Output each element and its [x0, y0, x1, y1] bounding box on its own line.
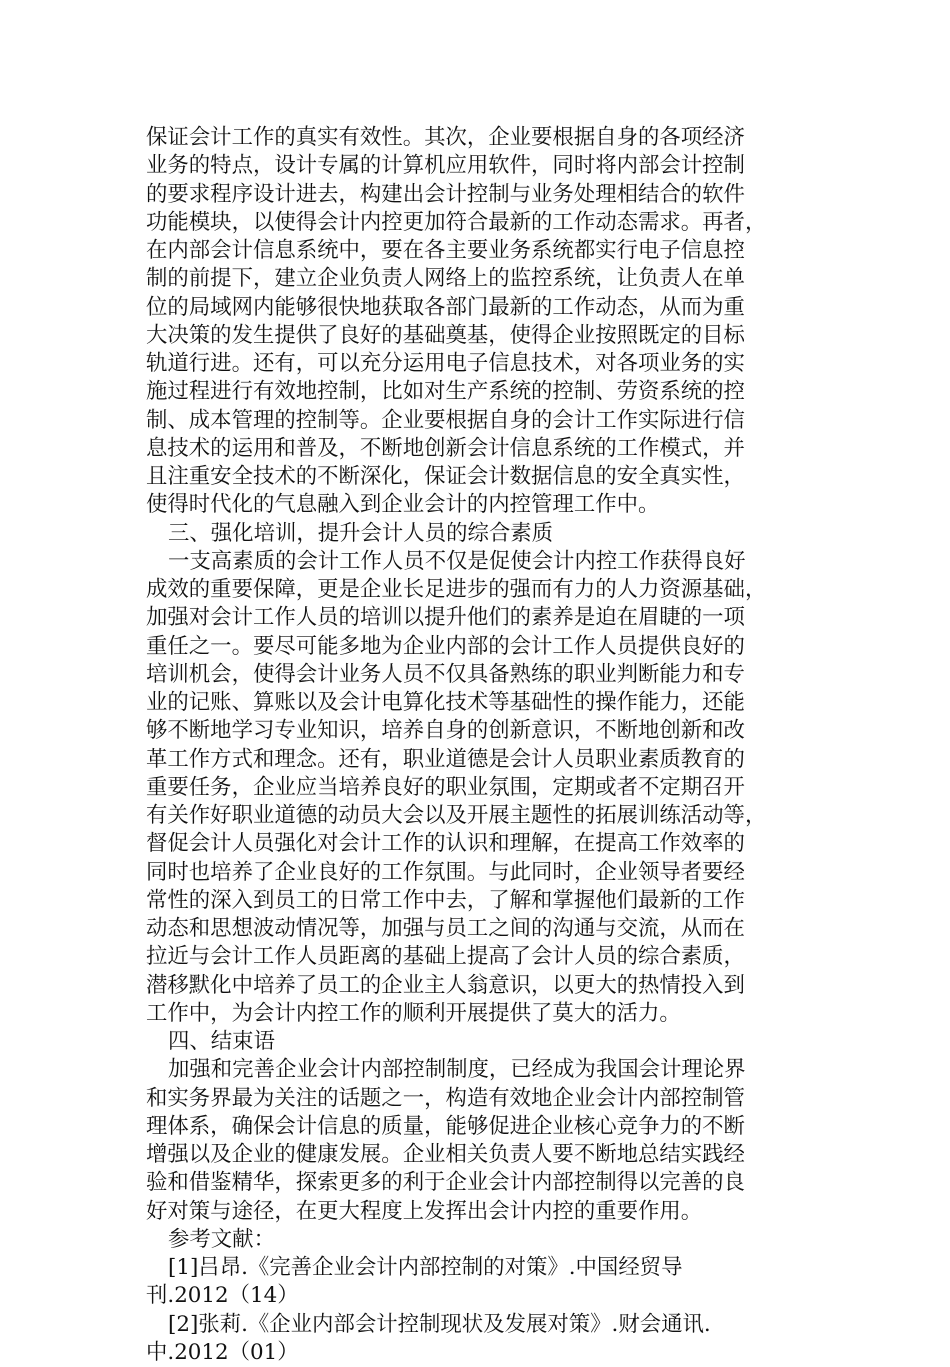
reference-item-continuation: 刊.2012（14）	[146, 1283, 299, 1309]
text-line: 潜移默化中培养了员工的企业主人翁意识，以更大的热情投入到	[146, 972, 745, 998]
paragraph-training	[146, 548, 806, 1028]
text-line: 重任之一。要尽可能多地为企业内部的会计工作人员提供良好的	[146, 633, 745, 659]
text-line: 轨道行进。还有，可以充分运用电子信息技术，对各项业务的实	[146, 351, 745, 376]
section-heading-training: 三、强化培训，提升会计人员的综合素质	[168, 520, 554, 546]
text-line: 理体系，确保会计信息的质量，能够促进企业核心竞争力的不断	[146, 1113, 745, 1139]
text-line: 和实务界最为关注的话题之一，构造有效地企业会计内部控制管	[146, 1085, 745, 1111]
text-line: 增强以及企业的健康发展。企业相关负责人要不断地总结实践经	[146, 1142, 745, 1167]
text-line: 一支高素质的会计工作人员不仅是促使会计内控工作获得良好	[168, 548, 746, 574]
text-line: 施过程进行有效地控制，比如对生产系统的控制、劳资系统的控	[146, 379, 745, 405]
text-line: 验和借鉴精华，探索更多的利于企业会计内部控制得以完善的良	[146, 1170, 745, 1196]
text-line: 加强对会计工作人员的培训以提升他们的素养是迫在眉睫的一项	[146, 605, 745, 631]
text-line: 成效的重要保障，更是企业长足进步的强而有力的人力资源基础，	[146, 577, 767, 602]
text-line: 重要任务，企业应当培养良好的职业氛围，定期或者不定期召开	[146, 774, 745, 800]
references-heading: 参考文献：	[168, 1226, 275, 1252]
text-line: 同时也培养了企业良好的工作氛围。与此同时，企业领导者要经	[146, 859, 745, 885]
text-line: 加强和完善企业会计内部控制制度，已经成为我国会计理论界	[168, 1057, 746, 1083]
paragraph-continuation	[146, 124, 806, 520]
text-line: 培训机会，使得会计业务人员不仅具备熟练的职业判断能力和专	[146, 661, 745, 687]
text-line: 动态和思想波动情况等，加强与员工之间的沟通与交流，从而在	[146, 916, 745, 941]
text-line: 在内部会计信息系统中，要在各主要业务系统都实行电子信息控	[146, 238, 745, 263]
text-line: 够不断地学习专业知识，培养自身的创新意识，不断地创新和改	[146, 718, 745, 744]
text-line: 功能模块，以使得会计内控更加符合最新的工作动态需求。再者，	[146, 209, 767, 235]
text-line: 业的记账、算账以及会计电算化技术等基础性的操作能力，还能	[146, 690, 745, 715]
text-line: 制、成本管理的控制等。企业要根据自身的会计工作实际进行信	[146, 407, 745, 433]
text-line: 有关作好职业道德的动员大会以及开展主题性的拓展训练活动等，	[146, 803, 767, 828]
reference-item-continuation: 中.2012（01）	[146, 1339, 299, 1365]
text-line: 革工作方式和理念。还有，职业道德是会计人员职业素质教育的	[146, 746, 745, 772]
document-body	[146, 124, 806, 1367]
text-line: 的要求程序设计进去，构建出会计控制与业务处理相结合的软件	[146, 181, 745, 207]
text-line: 使得时代化的气息融入到企业会计的内控管理工作中。	[146, 492, 660, 518]
paragraph-conclusion	[146, 1056, 806, 1226]
text-line: 督促会计人员强化对会计工作的认识和理解，在提高工作效率的	[146, 831, 745, 857]
reference-item: [1]吕昂.《完善企业会计内部控制的对策》.中国经贸导	[168, 1255, 683, 1280]
text-line: 好对策与途径，在更大程度上发挥出会计内控的重要作用。	[146, 1198, 703, 1224]
text-line: 息技术的运用和普及，不断地创新会计信息系统的工作模式，并	[146, 435, 745, 461]
text-line: 保证会计工作的真实有效性。其次，企业要根据自身的各项经济	[146, 125, 745, 150]
text-line: 业务的特点，设计专属的计算机应用软件，同时将内部会计控制	[146, 153, 745, 179]
text-line: 常性的深入到员工的日常工作中去，了解和掌握他们最新的工作	[146, 887, 745, 913]
section-heading-conclusion: 四、结束语	[168, 1029, 275, 1054]
reference-list	[146, 1254, 806, 1367]
text-line: 大决策的发生提供了良好的基础奠基，使得企业按照既定的目标	[146, 322, 745, 348]
text-line: 位的局域网内能够很快地获取各部门最新的工作动态，从而为重	[146, 294, 745, 320]
text-line: 制的前提下，建立企业负责人网络上的监控系统，让负责人在单	[146, 266, 745, 292]
text-line: 拉近与会计工作人员距离的基础上提高了会计人员的综合素质，	[146, 944, 745, 970]
text-line: 工作中，为会计内控工作的顺利开展提供了莫大的活力。	[146, 1000, 681, 1026]
text-line: 且注重安全技术的不断深化，保证会计数据信息的安全真实性，	[146, 464, 745, 489]
reference-item: [2]张莉.《企业内部会计控制现状及发展对策》.财会通讯.	[168, 1311, 711, 1337]
